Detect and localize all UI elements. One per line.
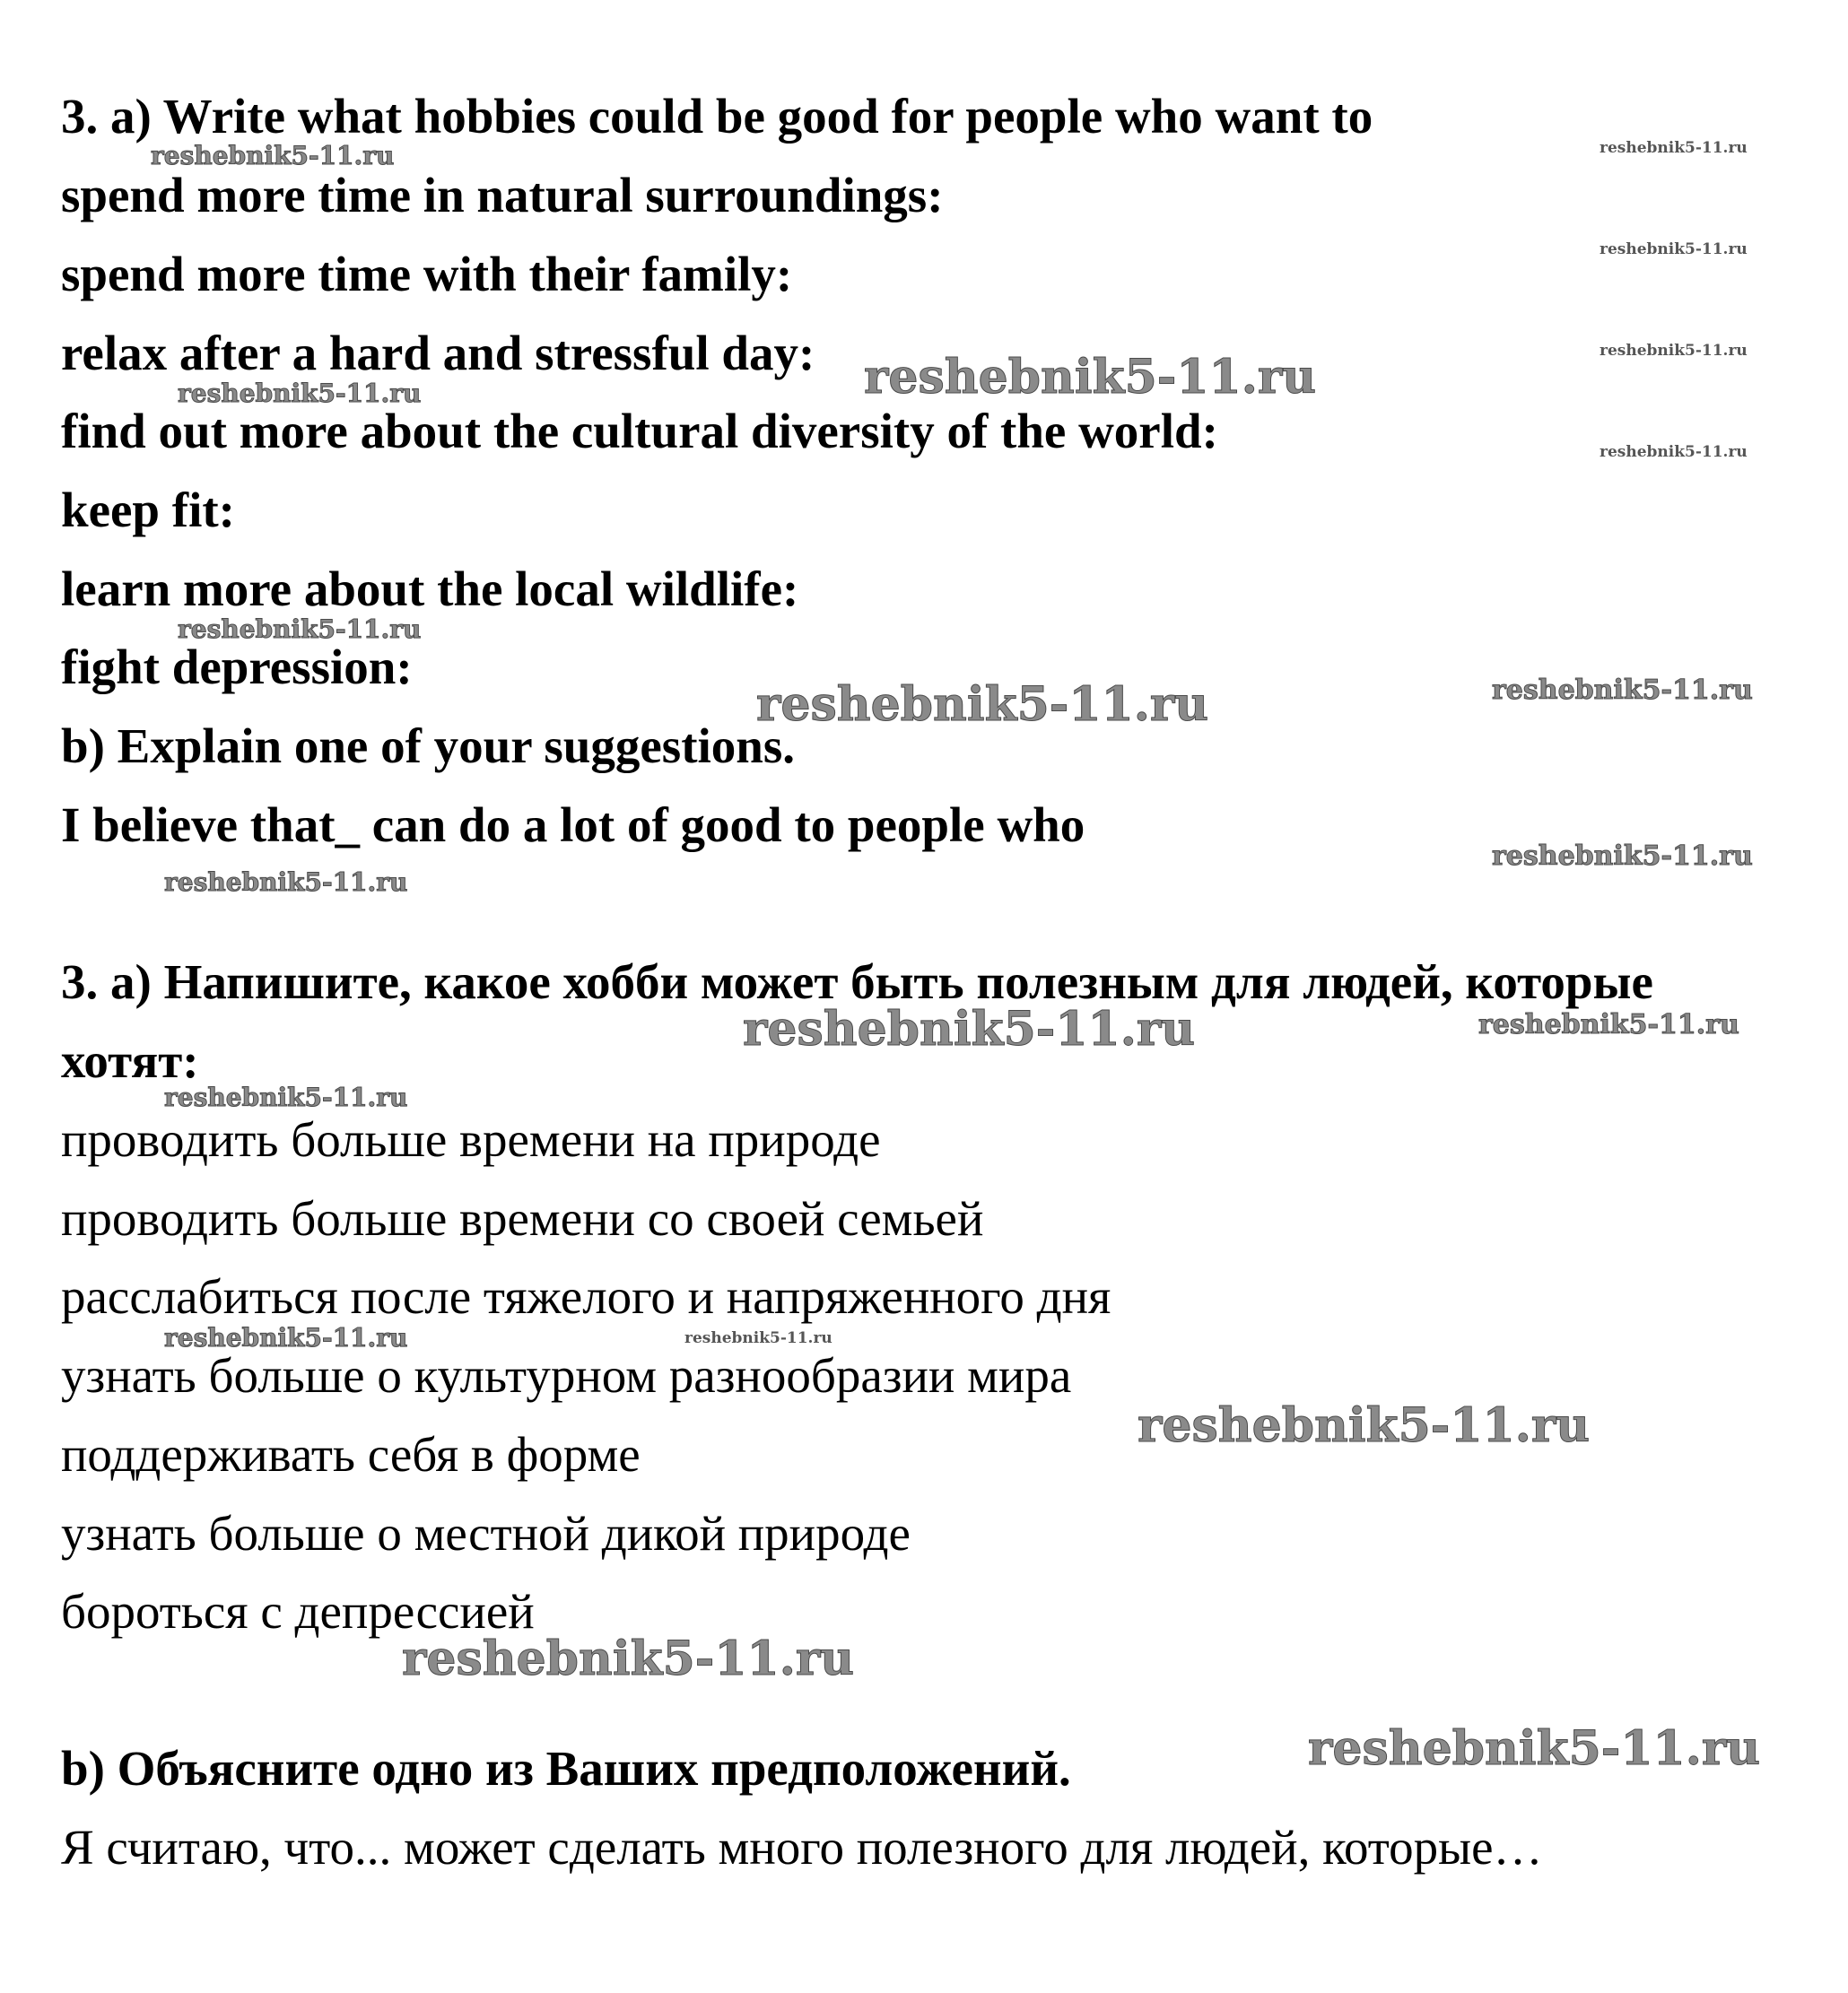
watermark: reshebnik5-11.ru <box>1492 840 1753 872</box>
task-en-part-b-title: b) Explain one of your suggestions. <box>61 718 796 773</box>
task-en-item-3: relax after a hard and stressful day: <box>61 326 815 380</box>
watermark: reshebnik5-11.ru <box>402 1632 855 1686</box>
watermark: reshebnik5-11.ru <box>1492 674 1753 706</box>
task-ru-item-4: узнать больше о культурном разнообразии мира <box>61 1348 1072 1403</box>
task-ru-item-7: бороться с депрессией <box>61 1584 535 1639</box>
task-en-item-5: keep fit: <box>61 483 235 537</box>
watermark: reshebnik5-11.ru <box>1478 1009 1739 1040</box>
task-ru-item-5: поддерживать себя в форме <box>61 1427 641 1482</box>
task-en-item-7: fight depression: <box>61 640 413 694</box>
watermark: reshebnik5-11.ru <box>684 1329 832 1347</box>
task-en-item-1: spend more time in natural surroundings: <box>61 168 944 222</box>
task-en-part-b-prompt: I believe that_ can do a lot of good to people who <box>61 797 1085 852</box>
watermark: reshebnik5-11.ru <box>178 379 422 408</box>
task-ru-item-1: проводить больше времени на природе <box>61 1112 881 1167</box>
watermark: reshebnik5-11.ru <box>151 141 395 170</box>
task-ru-item-6: узнать больше о местной дикой природе <box>61 1506 911 1561</box>
watermark: reshebnik5-11.ru <box>1600 443 1748 461</box>
watermark: reshebnik5-11.ru <box>864 350 1317 405</box>
task-ru-part-b-prompt: Я считаю, что... может сделать много полезного для людей, которые… <box>61 1820 1543 1875</box>
task-en-item-2: spend more time with their family: <box>61 247 793 301</box>
watermark: reshebnik5-11.ru <box>164 1323 408 1353</box>
task-en-item-4: find out more about the cultural diversity of the world: <box>61 404 1218 458</box>
watermark: reshebnik5-11.ru <box>164 867 408 897</box>
watermark: reshebnik5-11.ru <box>743 1002 1196 1057</box>
task-en-title: 3. a) Write what hobbies could be good for people who want to <box>61 89 1373 144</box>
task-ru-title: 3. a) Напишите, какое хобби может быть полезным для людей, которые <box>61 954 1653 1009</box>
watermark: reshebnik5-11.ru <box>164 1083 408 1112</box>
task-ru-item-2: проводить больше времени со своей семьей <box>61 1191 984 1246</box>
watermark: reshebnik5-11.ru <box>1600 240 1748 258</box>
task-ru-part-b-title: b) Объясните одно из Ваших предположений. <box>61 1741 1071 1796</box>
task-ru-item-3: расслабиться после тяжелого и напряженного дня <box>61 1269 1111 1324</box>
watermark: reshebnik5-11.ru <box>178 614 422 644</box>
watermark: reshebnik5-11.ru <box>1138 1398 1591 1453</box>
watermark: reshebnik5-11.ru <box>1600 342 1748 360</box>
watermark: reshebnik5-11.ru <box>1600 139 1748 157</box>
task-ru-title-cont: хотят: <box>61 1033 199 1088</box>
task-en-item-6: learn more about the local wildlife: <box>61 561 799 616</box>
watermark: reshebnik5-11.ru <box>1308 1721 1761 1776</box>
watermark: reshebnik5-11.ru <box>756 677 1209 732</box>
